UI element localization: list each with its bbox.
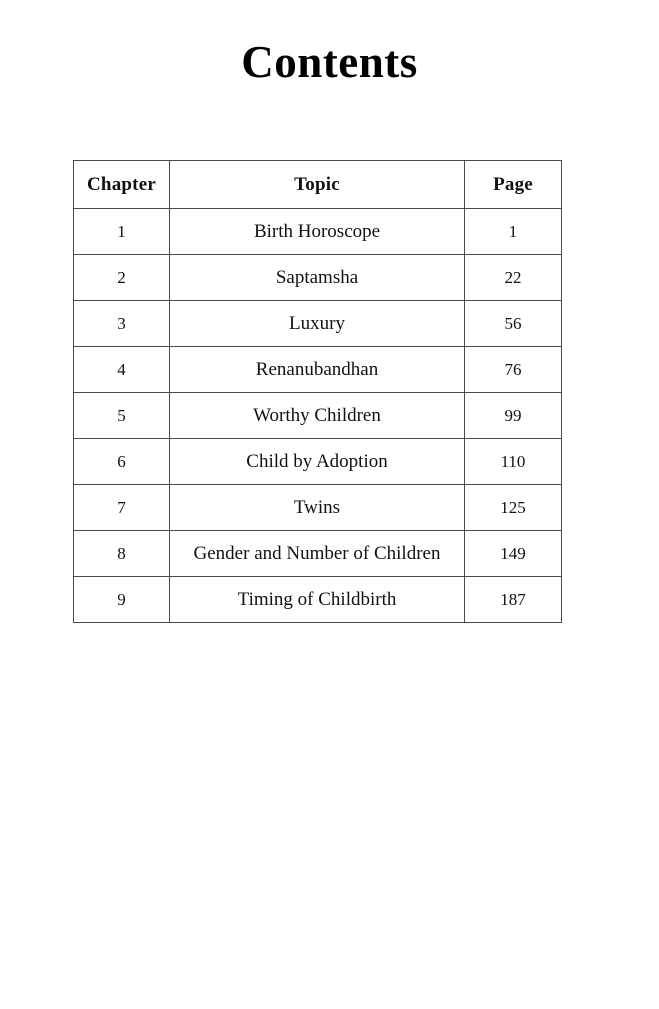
cell-topic: Birth Horoscope: [170, 209, 465, 255]
table-body: [74, 209, 562, 623]
cell-chapter: 9: [74, 577, 170, 623]
page-title: Contents: [241, 37, 418, 87]
table-row: [74, 393, 562, 439]
table-row: [74, 531, 562, 577]
cell-chapter: 1: [74, 209, 170, 255]
cell-page: 187: [465, 577, 562, 623]
cell-topic: Timing of Childbirth: [170, 577, 465, 623]
cell-topic: Twins: [170, 485, 465, 531]
table-row: [74, 485, 562, 531]
table-row: [74, 577, 562, 623]
cell-page: 125: [465, 485, 562, 531]
cell-chapter: 5: [74, 393, 170, 439]
column-header-chapter: Chapter: [74, 161, 170, 209]
table-row: [74, 301, 562, 347]
cell-topic: Gender and Number of Children: [170, 531, 465, 577]
cell-chapter: 6: [74, 439, 170, 485]
cell-page: 99: [465, 393, 562, 439]
table-row: [74, 439, 562, 485]
cell-page: 56: [465, 301, 562, 347]
table-of-contents: [73, 160, 561, 623]
cell-page: 76: [465, 347, 562, 393]
table-row: [74, 209, 562, 255]
table-row: [74, 347, 562, 393]
table-header: [74, 161, 562, 209]
cell-chapter: 4: [74, 347, 170, 393]
cell-chapter: 7: [74, 485, 170, 531]
cell-topic: Renanubandhan: [170, 347, 465, 393]
cell-chapter: 2: [74, 255, 170, 301]
cell-topic: Luxury: [170, 301, 465, 347]
table-header-row: [74, 161, 562, 209]
cell-page: 1: [465, 209, 562, 255]
cell-topic: Saptamsha: [170, 255, 465, 301]
cell-chapter: 8: [74, 531, 170, 577]
column-header-topic: Topic: [170, 161, 465, 209]
column-header-page: Page: [465, 161, 562, 209]
cell-chapter: 3: [74, 301, 170, 347]
cell-topic: Worthy Children: [170, 393, 465, 439]
cell-page: 149: [465, 531, 562, 577]
cell-topic: Child by Adoption: [170, 439, 465, 485]
contents-table: [73, 160, 562, 623]
cell-page: 110: [465, 439, 562, 485]
table-row: [74, 255, 562, 301]
cell-page: 22: [465, 255, 562, 301]
